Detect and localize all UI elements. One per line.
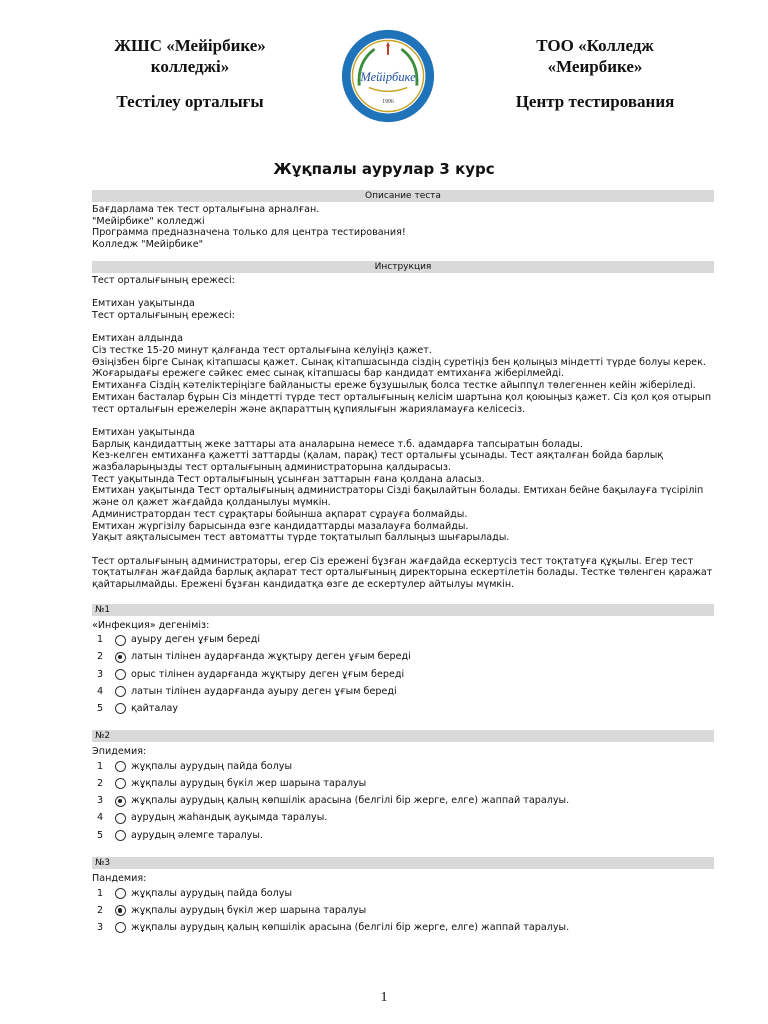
option-number: 1: [96, 760, 104, 772]
description-heading: Описание теста: [92, 190, 714, 202]
description-text: Бағдарлама тек тест орталығына арналған. "Мейірбике" колледжі Программа предназначена только для центра тестирования! Колледж "Мейірбике": [92, 204, 406, 251]
radio-unchecked[interactable]: [115, 635, 126, 646]
option-number: 1: [96, 634, 104, 646]
option-text: орыс тілінен аударғанда жұқтыру деген ұғым береді: [131, 668, 405, 680]
instructions-block-1: Тест орталығының ережесі: Емтихан уақытында Тест орталығының ережесі:: [92, 274, 235, 321]
question-prompt: Пандемия:: [92, 873, 147, 885]
answer-option[interactable]: [92, 793, 714, 810]
question-block: [92, 730, 714, 844]
center-name-kk: Тестілеу орталығы: [116, 92, 264, 111]
radio-unchecked[interactable]: [115, 830, 126, 841]
answer-option[interactable]: [92, 683, 714, 700]
questions-list: [92, 604, 714, 937]
option-text: ауыру деген ұғым береді: [131, 634, 261, 646]
college-logo: [340, 28, 436, 124]
option-text: аурудың әлемге таралуы.: [131, 829, 263, 841]
option-number: 3: [96, 921, 104, 933]
question-prompt: Эпидемия:: [92, 746, 147, 758]
radio-unchecked[interactable]: [115, 669, 126, 680]
instructions-block-2: Емтихан алдында Сіз тестке 15-20 минут қалғанда тест орталығына келуіңіз қажет. Өзіңізбен бірге Сынақ кітапшасы қажет. Сынақ кітапшасында сіздің суретіңіз бен қолыңыз міндетті түрде болуы керек. Жоғарыдағы ережеге сәйкес емес сынақ кітапшасы бар кандидат емтиханға жіберілмейді. Емтиханға Сіздің кәтеліктеріңізге байланысты ереже бұзушылық болса тестке айыппұл төлегеннен кейін жіберіледі. Емтихан басталар бұрын Сіз міндетті түрде тест орталығының келісім шартына қол қоюыңыз қажет. Сіз қол қоя отырып тест орталығын ережелерін және ақпараттың құпиялығын жарияламауға келісесіз.: [92, 333, 712, 415]
radio-unchecked[interactable]: [115, 686, 126, 697]
org-name-kk-line1: ЖШС «Мейірбике»: [114, 36, 266, 55]
option-number: 1: [96, 887, 104, 899]
radio-checked[interactable]: [115, 905, 126, 916]
answer-option[interactable]: [92, 885, 714, 902]
option-text: латын тілінен аударғанда ауыру деген ұғым береді: [131, 685, 397, 697]
option-number: 5: [96, 702, 104, 714]
option-text: аурудың жаһандық ауқымда таралуы.: [131, 812, 328, 824]
logo-text: Мейірбике: [360, 69, 416, 84]
answer-option[interactable]: [92, 775, 714, 792]
option-number: 3: [96, 668, 104, 680]
center-name-ru: Центр тестирования: [515, 92, 675, 111]
radio-unchecked[interactable]: [115, 922, 126, 933]
org-name-ru-line1: ТОО «Колледж: [536, 36, 654, 55]
page-number: 1: [380, 990, 388, 1005]
radio-checked[interactable]: [115, 796, 126, 807]
option-number: 2: [96, 904, 104, 916]
radio-unchecked[interactable]: [115, 888, 126, 899]
question-block: [92, 857, 714, 936]
answer-option[interactable]: [92, 700, 714, 717]
option-text: жұқпалы аурудың бүкіл жер шарына таралуы: [131, 778, 367, 790]
test-content: [92, 190, 714, 936]
radio-unchecked[interactable]: [115, 778, 126, 789]
org-name-kk-line2: колледжі»: [150, 57, 230, 76]
org-name-ru-line2: «Меирбике»: [547, 57, 643, 76]
option-number: 2: [96, 778, 104, 790]
radio-unchecked[interactable]: [115, 813, 126, 824]
question-number: №3: [92, 857, 714, 869]
option-text: жұқпалы аурудың пайда болуы: [131, 760, 293, 772]
option-text: жұқпалы аурудың пайда болуы: [131, 887, 293, 899]
answer-option[interactable]: [92, 810, 714, 827]
answer-option[interactable]: [92, 632, 714, 649]
option-number: 2: [96, 651, 104, 663]
question-prompt: «Инфекция» дегеніміз:: [92, 619, 210, 631]
option-text: жұқпалы аурудың қалың көпшілік арасына (белгілі бір жерге, елге) жаппай таралуы.: [131, 795, 570, 807]
header-left: [75, 35, 305, 112]
option-number: 4: [96, 685, 104, 697]
radio-unchecked[interactable]: [115, 761, 126, 772]
option-number: 3: [96, 795, 104, 807]
answer-option[interactable]: [92, 902, 714, 919]
page-header: [0, 0, 768, 150]
radio-checked[interactable]: [115, 652, 126, 663]
question-number: №2: [92, 730, 714, 742]
answer-option[interactable]: [92, 919, 714, 936]
page-title: Жұқпалы аурулар 3 курс: [273, 160, 495, 178]
answer-option[interactable]: [92, 666, 714, 683]
option-text: жұқпалы аурудың бүкіл жер шарына таралуы: [131, 904, 367, 916]
header-right: [480, 35, 710, 112]
answer-option[interactable]: [92, 649, 714, 666]
option-number: 4: [96, 812, 104, 824]
instructions-heading: Инструкция: [92, 261, 714, 273]
question-block: [92, 604, 714, 718]
option-text: қайталау: [131, 702, 179, 714]
instructions-block-4: Тест орталығының администраторы, егер Сіз ережені бұзған жағдайда ескертусіз тест тоқтатуға құқылы. Егер тест тоқтатылған жағдайда барлық ақпарат тест орталығының директорына ескертілетін болады. Тестке төленген қаражат қайтарылмайды. Ережені бұзған кандидатқа өзге де ескертулер айтылуы мүмкін.: [92, 555, 713, 591]
answer-option[interactable]: [92, 758, 714, 775]
option-text: латын тілінен аударғанда жұқтыру деген ұғым береді: [131, 651, 411, 663]
question-number: №1: [92, 604, 714, 616]
answer-option[interactable]: [92, 827, 714, 844]
option-number: 5: [96, 829, 104, 841]
logo-year: 1996: [382, 98, 394, 105]
radio-unchecked[interactable]: [115, 703, 126, 714]
option-text: жұқпалы аурудың қалың көпшілік арасына (белгілі бір жерге, елге) жаппай таралуы.: [131, 921, 570, 933]
instructions-block-3: Емтихан уақытында Барлық кандидаттың жеке заттары ата аналарына немесе т.б. адамдарға тапсыратын болады. Кез-келген емтиханға қажетті заттарды (қалам, парақ) тест орталығы ұсынады. Тест аяқталған бойда барлық жазбаларыңызды тест орталығының администраторына қалдырасыз. Тест уақытында Тест орталығының ұсынған заттарын ғана қолдана аласыз. Емтихан уақытында Тест орталығының администраторы Сізді бақылайтын болады. Емтихан бейне бақылауға түсіріліп және ол қажет жағдайда қолданылуы мүмкін. Администратордан тест сұрақтары бойынша ақпарат сұрауға болмайды. Емтихан жүргізілу барысында өзге кандидаттарды мазалауға болмайды. Уақыт аяқталысымен тест автоматты түрде тоқтатылып баллыңыз шығарылады.: [92, 426, 704, 544]
